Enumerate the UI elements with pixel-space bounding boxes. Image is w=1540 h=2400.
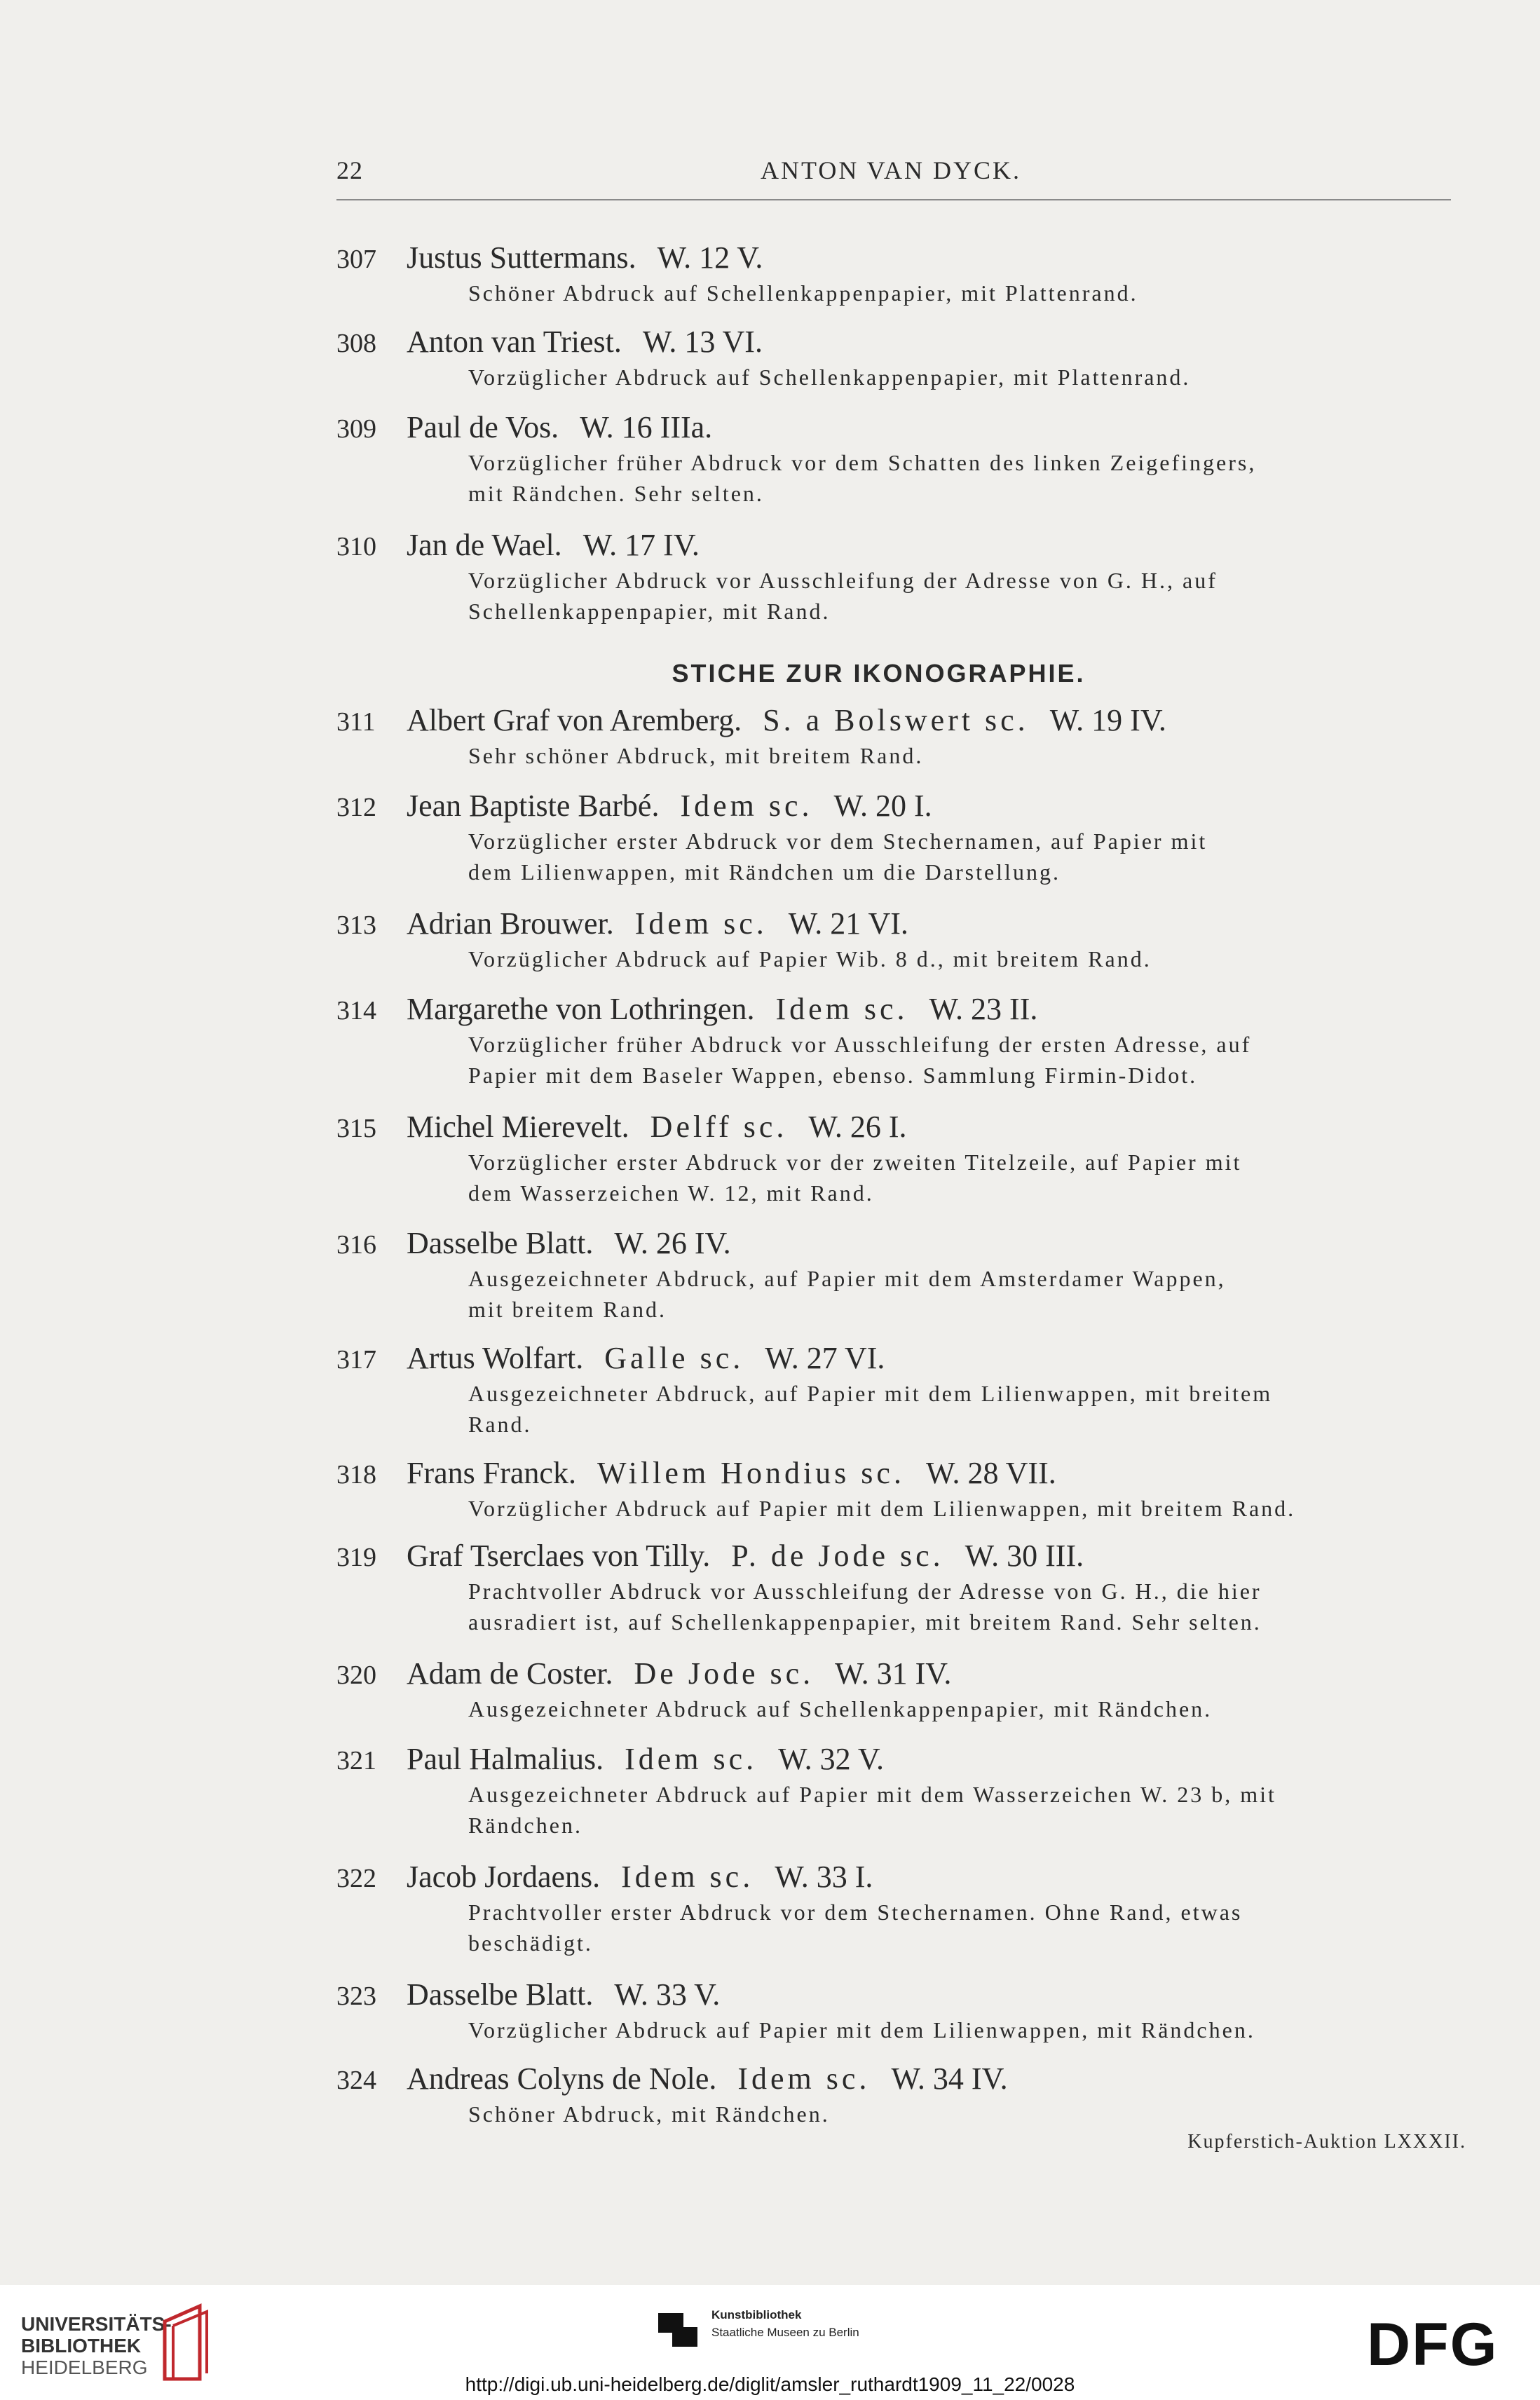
catalog-entry [336, 1538, 1465, 1637]
dfg-logo[interactable]: DFG [1367, 2311, 1499, 2378]
catalog-entry [336, 1656, 1465, 1724]
entry-reference: W. 33 V. [614, 1977, 721, 2012]
entry-description-line: Schöner Abdruck, mit Rändchen. [468, 2101, 830, 2127]
catalog-entry [336, 1859, 1465, 1958]
section-title: STICHE ZUR IKONOGRAPHIE. [672, 659, 1086, 688]
entry-number: 313 [336, 911, 376, 940]
entry-description-line: mit breitem Rand. [468, 1297, 667, 1322]
entry-description-line: Vorzüglicher früher Abdruck vor Ausschleifung der ersten Adresse, auf [468, 1032, 1252, 1057]
entry-number: 319 [336, 1543, 376, 1572]
catalog-entry [336, 324, 1465, 393]
entry-reference: W. 34 IV. [891, 2061, 1008, 2096]
entry-heading [336, 1109, 1465, 1147]
entry-reference: W. 20 I. [833, 789, 932, 823]
entry-engraver: Idem sc. [775, 992, 908, 1026]
entry-number: 310 [336, 532, 376, 561]
entry-engraver: Galle sc. [604, 1341, 744, 1375]
entry-description-line: dem Wasserzeichen W. 12, mit Rand. [468, 1180, 874, 1206]
entry-heading [336, 240, 1465, 278]
entry-name: Frans Franck. [407, 1456, 576, 1490]
entry-heading [336, 2061, 1465, 2099]
entry-reference: W. 19 IV. [1049, 703, 1166, 737]
entry-name: Paul de Vos. [407, 410, 559, 444]
entry-heading [336, 1741, 1465, 1779]
entry-number: 320 [336, 1661, 376, 1690]
entry-number: 307 [336, 245, 376, 274]
entry-reference: W. 26 IV. [614, 1226, 731, 1260]
entry-reference: W. 13 VI. [642, 325, 763, 359]
entry-engraver: Idem sc. [621, 1860, 754, 1894]
entry-heading [336, 1859, 1465, 1897]
entry-number: 316 [336, 1230, 376, 1260]
entry-heading [336, 1455, 1465, 1493]
uni-line3: HEIDELBERG [21, 2357, 148, 2378]
entry-reference: W. 23 II. [929, 992, 1038, 1026]
kunstbibliothek-text[interactable] [711, 2306, 859, 2341]
entry-number: 324 [336, 2066, 376, 2095]
entry-name: Michel Mierevelt. [407, 1110, 629, 1144]
catalog-entry [336, 1225, 1465, 1325]
entry-number: 314 [336, 996, 376, 1025]
entry-reference: W. 31 IV. [835, 1656, 952, 1691]
running-title: ANTON VAN DYCK. [761, 156, 1022, 184]
entry-name: Jacob Jordaens. [407, 1860, 601, 1894]
catalog-entry [336, 788, 1465, 887]
entry-number: 317 [336, 1345, 376, 1375]
entry-number: 311 [336, 707, 376, 737]
entry-heading [336, 1538, 1465, 1576]
entry-number: 323 [336, 1982, 376, 2011]
entry-description-line: Vorzüglicher früher Abdruck vor dem Schatten des linken Zeigefingers, [468, 450, 1257, 475]
entry-description-line: dem Lilienwappen, mit Rändchen um die Darstellung. [468, 859, 1061, 885]
entry-description-line: Vorzüglicher erster Abdruck vor der zweiten Titelzeile, auf Papier mit [468, 1150, 1242, 1175]
entry-number: 312 [336, 793, 376, 822]
entry-reference: W. 21 VI. [788, 906, 908, 941]
entry-name: Dasselbe Blatt. [407, 1977, 594, 2012]
entry-name: Andreas Colyns de Nole. [407, 2061, 717, 2096]
entry-number: 318 [336, 1460, 376, 1489]
entry-number: 315 [336, 1114, 376, 1143]
entry-description-line: Vorzüglicher Abdruck auf Schellenkappenpapier, mit Plattenrand. [468, 364, 1191, 390]
entry-number: 308 [336, 329, 376, 358]
entry-description-line: Schöner Abdruck auf Schellenkappenpapier, mit Plattenrand. [468, 280, 1138, 306]
entry-description-line: beschädigt. [468, 1930, 593, 1956]
entry-name: Albert Graf von Aremberg. [407, 703, 742, 737]
entry-reference: W. 30 III. [965, 1539, 1084, 1573]
entry-heading [336, 702, 1465, 740]
uni-line1: UNIVERSITÄTS- [21, 2313, 172, 2335]
entry-heading [336, 1977, 1465, 2014]
catalog-entry [336, 906, 1465, 974]
entry-name: Dasselbe Blatt. [407, 1226, 594, 1260]
entry-description-line: Vorzüglicher Abdruck vor Ausschleifung der Adresse von G. H., auf [468, 568, 1218, 593]
entry-engraver: Idem sc. [634, 906, 768, 941]
entry-name: Margarethe von Lothringen. [407, 992, 755, 1026]
header-rule [336, 199, 1451, 200]
entry-reference: W. 26 I. [808, 1110, 907, 1144]
entry-description-line: Vorzüglicher Abdruck auf Papier mit dem Lilienwappen, mit breitem Rand. [468, 1496, 1296, 1521]
entry-reference: W. 27 VI. [765, 1341, 885, 1375]
entry-name: Anton van Triest. [407, 325, 622, 359]
entry-description-line: Rand. [468, 1412, 532, 1437]
footer-note: Kupferstich-Auktion LXXXII. [1187, 2131, 1466, 2153]
entry-description-line: Schellenkappenpapier, mit Rand. [468, 599, 831, 624]
entry-description-line: Vorzüglicher Abdruck auf Papier mit dem Lilienwappen, mit Rändchen. [468, 2017, 1255, 2043]
entry-reference: W. 28 VII. [925, 1456, 1056, 1490]
entry-description-line: Ausgezeichneter Abdruck, auf Papier mit dem Lilienwappen, mit breitem [468, 1381, 1273, 1406]
entry-description-line: ausradiert ist, auf Schellenkappenpapier, mit breitem Rand. Sehr selten. [468, 1609, 1262, 1635]
kb-line2: Staatliche Museen zu Berlin [711, 2326, 859, 2339]
entry-name: Adrian Brouwer. [407, 906, 614, 941]
entry-name: Justus Suttermans. [407, 240, 636, 275]
entry-heading [336, 1340, 1465, 1378]
catalog-entry [336, 1340, 1465, 1440]
catalog-entry [336, 2061, 1465, 2129]
entry-description-line: Prachtvoller Abdruck vor Ausschleifung der Adresse von G. H., die hier [468, 1579, 1262, 1604]
entry-engraver: Idem sc. [625, 1742, 758, 1776]
entry-description-line: mit Rändchen. Sehr selten. [468, 481, 764, 506]
catalog-entry [336, 527, 1465, 627]
entry-description-line: Ausgezeichneter Abdruck, auf Papier mit dem Amsterdamer Wappen, [468, 1266, 1226, 1291]
entry-number: 322 [336, 1864, 376, 1893]
entry-reference: W. 12 V. [657, 240, 763, 275]
entry-heading [336, 991, 1465, 1029]
uni-library-icon [158, 2300, 214, 2385]
entry-heading [336, 1656, 1465, 1693]
entry-engraver: Willem Hondius sc. [597, 1456, 905, 1490]
entry-heading [336, 788, 1465, 826]
entry-heading [336, 1225, 1465, 1263]
entry-heading [336, 324, 1465, 362]
entry-description-line: Ausgezeichneter Abdruck auf Papier mit dem Wasserzeichen W. 23 b, mit [468, 1782, 1276, 1807]
entry-name: Adam de Coster. [407, 1656, 613, 1691]
catalog-entry [336, 409, 1465, 509]
entry-engraver: Idem sc. [680, 789, 813, 823]
catalog-entry [336, 1977, 1465, 2045]
source-url-link[interactable]: http://digi.ub.uni-heidelberg.de/diglit/amsler_ruthardt1909_11_22/0028 [465, 2373, 1075, 2395]
entry-name: Graf Tserclaes von Tilly. [407, 1539, 711, 1573]
entry-number: 309 [336, 414, 376, 444]
entry-description-line: Vorzüglicher erster Abdruck vor dem Stechernamen, auf Papier mit [468, 829, 1208, 854]
catalog-entry [336, 1109, 1465, 1208]
catalog-entry [336, 702, 1465, 771]
entry-description-line: Papier mit dem Baseler Wappen, ebenso. Sammlung Firmin-Didot. [468, 1063, 1198, 1088]
catalog-entry [336, 1455, 1465, 1524]
entry-description-line: Prachtvoller erster Abdruck vor dem Stechernamen. Ohne Rand, etwas [468, 1900, 1243, 1925]
uni-heidelberg-logo-text[interactable] [21, 2313, 172, 2378]
entry-heading [336, 409, 1465, 447]
entry-reference: W. 16 IIIa. [580, 410, 713, 444]
kb-line1: Kunstbibliothek [711, 2308, 802, 2321]
entry-number: 321 [336, 1746, 376, 1775]
entry-reference: W. 32 V. [778, 1742, 884, 1776]
entry-description-line: Sehr schöner Abdruck, mit breitem Rand. [468, 743, 924, 768]
kunstbibliothek-icon [655, 2306, 700, 2351]
entry-name: Artus Wolfart. [407, 1341, 584, 1375]
entry-name: Paul Halmalius. [407, 1742, 604, 1776]
entry-name: Jean Baptiste Barbé. [407, 789, 660, 823]
entry-engraver: Idem sc. [737, 2061, 871, 2096]
entry-engraver: P. de Jode sc. [731, 1539, 944, 1573]
entry-reference: W. 33 I. [775, 1860, 873, 1894]
catalog-entry [336, 1741, 1465, 1841]
entry-reference: W. 17 IV. [582, 528, 700, 562]
entry-engraver: De Jode sc. [634, 1656, 815, 1691]
entry-description-line: Vorzüglicher Abdruck auf Papier Wib. 8 d., mit breitem Rand. [468, 946, 1152, 971]
entry-heading [336, 906, 1465, 943]
entry-engraver: S. a Bolswert sc. [763, 703, 1029, 737]
uni-line2: BIBLIOTHEK [21, 2335, 142, 2357]
entry-description-line: Rändchen. [468, 1813, 582, 1838]
entry-engraver: Delff sc. [650, 1110, 788, 1144]
entry-heading [336, 527, 1465, 565]
catalog-entry [336, 240, 1465, 308]
entry-description-line: Ausgezeichneter Abdruck auf Schellenkappenpapier, mit Rändchen. [468, 1696, 1213, 1721]
catalog-entry [336, 991, 1465, 1091]
page-number: 22 [336, 156, 363, 184]
entry-name: Jan de Wael. [407, 528, 562, 562]
